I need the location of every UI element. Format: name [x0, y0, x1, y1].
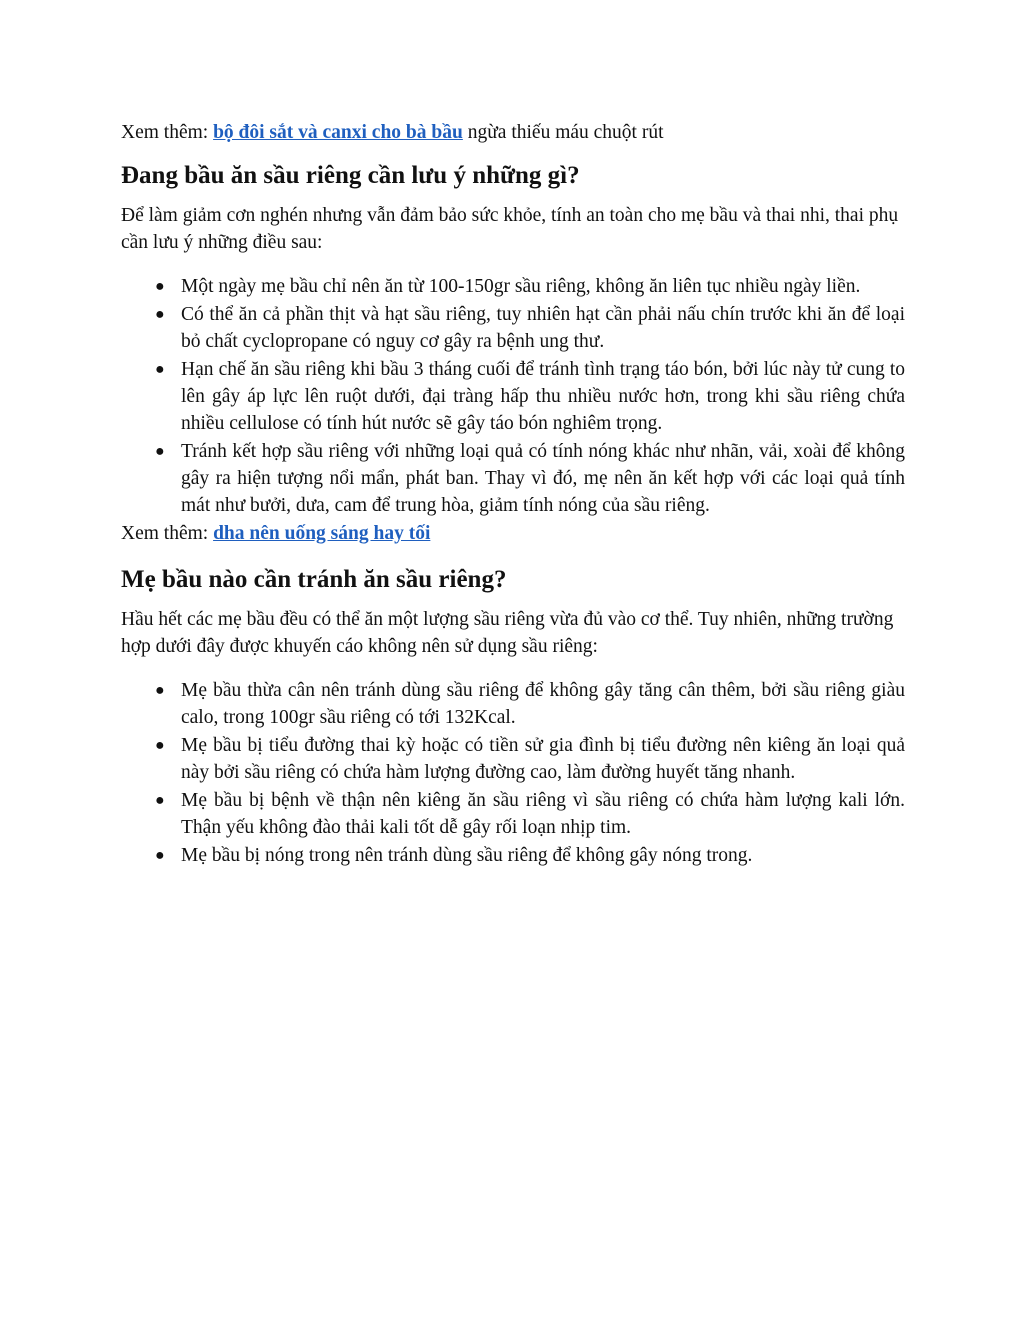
see-more-prefix: Xem thêm: [121, 122, 214, 143]
precautions-list [121, 273, 905, 519]
section-intro-who-should-avoid: Hầu hết các mẹ bầu đều có thể ăn một lượng sầu riêng vừa đủ vào cơ thể. Tuy nhiên, những trường hợp dưới đây được khuyến cáo không nên sử dụng sầu riêng: [121, 609, 894, 657]
list-item: ● Một ngày mẹ bầu chỉ nên ăn từ 100-150gr sầu riêng, không ăn liên tục nhiều ngày liền. [181, 273, 905, 300]
section-intro-precautions: Để làm giảm cơn nghén nhưng vẫn đảm bảo sức khỏe, tính an toàn cho mẹ bầu và thai nhi, thai phụ cần lưu ý những điều sau: [121, 205, 899, 253]
bullet-icon: ● [155, 792, 165, 809]
list-item: ● Mẹ bầu bị bệnh về thận nên kiêng ăn sầu riêng vì sầu riêng có chứa hàm lượng kali lớn. Thận yếu không đào thải kali tốt dễ gây rối loạn nhịp tim. [181, 787, 905, 841]
section-heading-precautions: Đang bầu ăn sầu riêng cần lưu ý những gì? [121, 162, 580, 189]
list-item: ● Hạn chế ăn sầu riêng khi bầu 3 tháng cuối để tránh tình trạng táo bón, bởi lúc này tử cung to lên gây áp lực lên ruột dưới, đại tràng hấp thu nhiều nước hơn, trong khi sầu riêng chứa nhiều cellulose có tính hút nước sẽ gây táo bón nghiêm trọng. [181, 356, 905, 437]
bullet-icon: ● [155, 278, 165, 295]
list-item: ● Mẹ bầu bị tiểu đường thai kỳ hoặc có tiền sử gia đình bị tiểu đường nên kiêng ăn loại quả này bởi sầu riêng có chứa hàm lượng đường cao, làm đường huyết tăng nhanh. [181, 732, 905, 786]
who-should-avoid-list [121, 677, 905, 869]
bullet-icon: ● [155, 361, 165, 378]
document-page [121, 119, 905, 870]
section-heading-who-should-avoid: Mẹ bầu nào cần tránh ăn sầu riêng? [121, 566, 507, 593]
bullet-icon: ● [155, 443, 165, 460]
bullet-icon: ● [155, 737, 165, 754]
list-item: ● Tránh kết hợp sầu riêng với những loại quả có tính nóng khác như nhãn, vải, xoài để không gây ra hiện tượng nổi mẩn, phát ban. Thay vì đó, mẹ nên ăn kết hợp với các loại quả tính mát như bưởi, dưa, cam để trung hòa, giảm tính nóng của sầu riêng. [181, 438, 905, 519]
see-more-line-2 [121, 520, 905, 547]
bullet-icon: ● [155, 847, 165, 864]
list-item: ● Có thể ăn cả phần thịt và hạt sầu riêng, tuy nhiên hạt cần phải nấu chín trước khi ăn để loại bỏ chất cyclopropane có nguy cơ gây ra bệnh ung thư. [181, 301, 905, 355]
list-item: ● Mẹ bầu bị nóng trong nên tránh dùng sầu riêng để không gây nóng trong. [181, 842, 905, 869]
see-more-line-1 [121, 119, 905, 146]
bullet-icon: ● [155, 682, 165, 699]
list-item: ● Mẹ bầu thừa cân nên tránh dùng sầu riêng để không gây tăng cân thêm, bởi sầu riêng giàu calo, trong 100gr sầu riêng có tới 132Kcal. [181, 677, 905, 731]
see-more-suffix: ngừa thiếu máu chuột rút [462, 122, 664, 143]
bullet-icon: ● [155, 306, 165, 323]
link-iron-calcium[interactable]: bộ đôi sắt và canxi cho bà bầu [213, 122, 463, 143]
see-more-prefix: Xem thêm: [121, 523, 214, 544]
link-dha[interactable]: dha nên uống sáng hay tối [213, 523, 431, 544]
